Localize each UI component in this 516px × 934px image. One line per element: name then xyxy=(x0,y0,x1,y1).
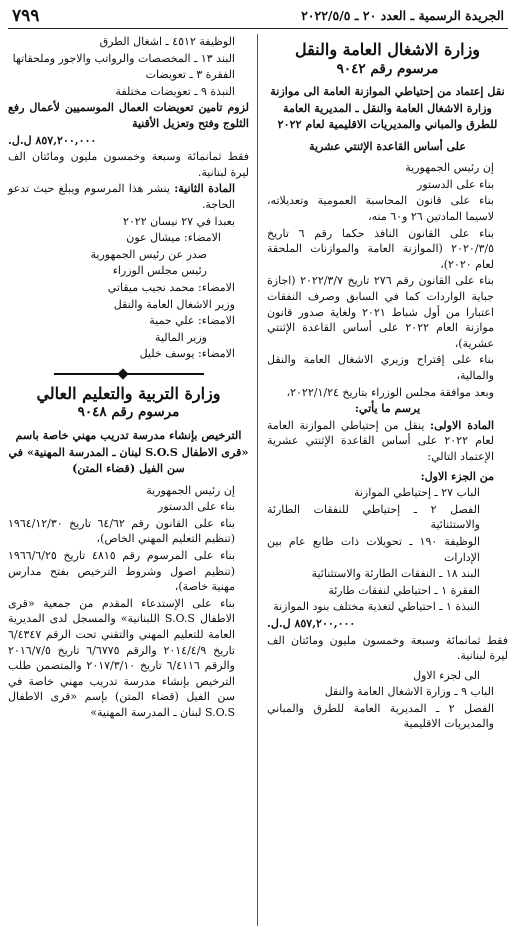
preamble-line: إن رئيس الجمهورية xyxy=(146,483,235,497)
from-part: من الجزء الاول: xyxy=(420,469,494,483)
president-signature: الامضاء: ميشال عون xyxy=(126,231,221,245)
preamble-line: بناء على القانون رقم ٢٧٦ تاريخ ٢٠٢٢/٣/٧ (اجازة جباية الواردات كما في السابق وصرف النفقات اعتبارا من أول شباط ٢٠٢١ ولغاية صدور قانون موازنة العام ٢٠٢٢ على أساس القاعدة الإثنتي عشرية)، xyxy=(267,274,494,350)
budget-item: الوظيفة ١٩٠ ـ تحويلات ذات طابع عام بين الإدارات xyxy=(267,534,481,564)
minister1-signature: الامضاء: علي حمية xyxy=(149,314,235,328)
article-2-label: المادة الثانية: xyxy=(174,182,235,196)
amount-words: فقط ثمانمائة وسبعة وخمسون مليون ومائتان الف ليرة لبنانية. xyxy=(267,633,508,663)
budget-item: الباب ٢٧ ـ إحتياطي الموازنة xyxy=(353,486,480,500)
minister1-title: وزير الاشغال العامة والنقل xyxy=(113,297,235,311)
preamble-line: بناء على الدستور xyxy=(417,177,494,191)
president-name: ميشال عون xyxy=(126,231,181,245)
budget-item: البند ١٨ ـ النفقات الطارئة والاستثنائية xyxy=(311,567,480,581)
decrees-label: يرسم ما يأتي: xyxy=(354,402,421,416)
preamble-line: بناء على الإستدعاء المقدم من جمعية «قرى الاطفال S.O.S اللبنانية» والمسجل لدى المديرية العامة للتعليم المهني والتقني تحت الرقم ٦/٤٣٤٧ تاريخ ٢٠١٤/٤/٩ والرقم ٦/٦٧٧٥ تاريخ ٢٠١٦/٧/٥ والرقم ٦/٤١١٦ تاريخ ٢٠١٧/٣/١٠ والمتضمن طلب الترخيص بإنشاء مدرسة تدريب مهني خاصة في سن الفيل (قضاء المتن) بإسم «قرى الاطفال S.O.S لبنان ـ المدرسة المهنية» xyxy=(8,596,235,719)
preamble-line: بناء على القانون النافذ حكما رقم ٦ تاريخ ٢٠٢٠/٣/٥ (الموازنة العامة والموازنات الملحقة لعام ٢٠٢٠)، xyxy=(267,226,494,271)
pm-title: رئيس مجلس الوزراء xyxy=(112,264,207,278)
column-divider xyxy=(257,34,258,926)
article-1-text: ينقل من إحتياطي الموازنة العامة لعام ٢٠٢٢ على أساس القاعدة الإثنتي عشرية الإعتماد التالي: xyxy=(267,418,494,463)
minister1-name: علي حمية xyxy=(149,314,195,328)
preamble-line: وبعد موافقة مجلس الوزراء بتاريخ ٢٠٢٢/١/٢٤، xyxy=(286,385,494,399)
pm-name: محمد نجيب ميقاتي xyxy=(107,280,195,294)
issued-by: صدر عن رئيس الجمهورية xyxy=(90,247,207,261)
budget-item: الباب ٩ ـ وزارة الاشغال العامة والنقل xyxy=(324,685,494,699)
article-2-text: ينشر هذا المرسوم ويبلغ حيث تدعو الحاجة. xyxy=(8,182,235,211)
purpose: لزوم تامين تعويضات العمال الموسميين لأعمال رفع الثلوج وفتح وتعزيل الأقنية xyxy=(8,101,249,130)
budget-item: الوظيفة ٤٥١٢ ـ اشغال الطرق xyxy=(99,35,235,48)
budget-item: الفقرة ٣ ـ تعويضات xyxy=(145,68,235,82)
section-divider xyxy=(54,370,204,378)
minister2-title: وزير المالية xyxy=(155,330,207,344)
amount: ٨٥٧,٢٠٠,٠٠٠ ل.ل. xyxy=(8,133,97,147)
to-part: الى لجزء الاول xyxy=(413,668,480,682)
minister2-name: يوسف خليل xyxy=(139,347,195,361)
decree-basis: على أساس القاعدة الإثنتي عشرية xyxy=(309,139,466,153)
budget-item: النبذة ٩ ـ تعويضات مختلفة xyxy=(115,84,235,98)
preamble-line: بناء على المرسوم رقم ٤٨١٥ تاريخ ١٩٦٦/٦/٢٥ (تنظيم اصول وشروط الترخيص بفتح مدارس مهنية خاصة)، xyxy=(8,548,235,594)
budget-item: النبذة ١ ـ احتياطي لتغذية مختلف بنود الموازنة xyxy=(273,600,480,614)
preamble-line: إن رئيس الجمهورية xyxy=(405,161,494,175)
signing-date: بعبدا في ٢٧ نيسان ٢٠٢٢ xyxy=(122,214,235,228)
article-2 xyxy=(8,181,249,212)
decree-subject: الترخيص بإنشاء مدرسة تدريب مهني خاصة باسم «قرى الاطفال S.O.S لبنان ـ المدرسة المهنية» في سن الفيل (قضاء المتن) xyxy=(8,428,249,476)
amount-words: فقط ثمانمائة وسبعة وخمسون مليون ومائتان الف ليرة لبنانية. xyxy=(8,150,249,179)
budget-item: البند ١٣ ـ المخصصات والرواتب والاجور وملحقاتها xyxy=(12,51,235,65)
amount: ٨٥٧,٢٠٠,٠٠٠ ل.ل. xyxy=(267,616,356,630)
page-number: ٧٩٩ xyxy=(12,6,40,26)
right-column xyxy=(267,34,508,926)
decree-number: مرسوم رقم ٩٠٤٨ xyxy=(77,404,180,421)
article-1 xyxy=(267,418,508,465)
ministry-title: وزارة التربية والتعليم العالي xyxy=(36,383,221,403)
budget-item: الفصل ٢ ـ المديرية العامة للطرق والمباني والمديريات الاقليمية xyxy=(267,701,494,731)
gazette-issue-title: الجريدة الرسمية ـ العدد ٢٠ ـ ٢٠٢٢/٥/٥ xyxy=(301,8,504,23)
ministry-title: وزارة الاشغال العامة والنقل xyxy=(294,40,481,59)
page-header xyxy=(8,6,508,29)
minister2-signature: الامضاء: يوسف خليل xyxy=(139,347,235,361)
article-1-label: المادة الاولى: xyxy=(430,418,494,432)
preamble-line: بناء على الدستور xyxy=(158,500,235,514)
decree-number: مرسوم رقم ٩٠٤٢ xyxy=(336,60,439,77)
left-column xyxy=(8,34,249,926)
decree-subject: نقل إعتماد من إحتياطي الموازنة العامة الى موازنة وزارة الاشغال العامة والنقل ـ المديرية العامة للطرق والمباني والمديريات الاقليمية لعام ٢٠٢٢ xyxy=(270,84,505,132)
budget-item: الفقرة ١ ـ احتياطي لنفقات طارئة xyxy=(328,583,480,597)
preamble-line: بناء على القانون رقم ٦٤/٦٢ تاريخ ١٩٦٤/١٢/٣٠ (تنظيم التعليم المهني الخاص)، xyxy=(8,516,235,546)
pm-signature: الامضاء: محمد نجيب ميقاتي xyxy=(107,280,235,294)
preamble-line: بناء على إقتراح وزيري الاشغال العامة والنقل والمالية، xyxy=(267,353,494,382)
preamble-line: بناء على قانون المحاسبة العمومية وتعديلاته، لاسيما المادتين ٢٦ و٦٠ منه، xyxy=(267,194,494,224)
budget-item: الفصل ٢ ـ إحتياطي للنفقات الطارئة والاستثنائية xyxy=(267,502,480,532)
